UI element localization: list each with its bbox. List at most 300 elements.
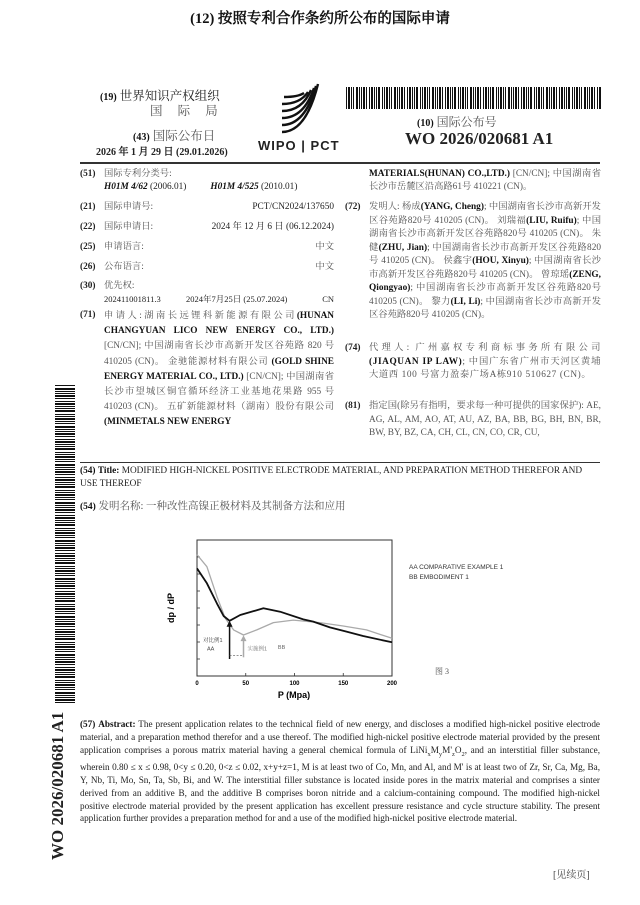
barcode-bar — [55, 474, 75, 475]
barcode-bar — [460, 87, 461, 109]
barcode-bar — [488, 87, 489, 109]
text-segment: [CN/CN]; 中国湖南省长沙市望城区铜官循环经济工业基地花果路 955 号 410203 (CN)。 五矿新能源材料（湖南）股份有限公司 — [104, 371, 334, 413]
barcode-bar — [55, 638, 75, 640]
barcode-bar — [384, 87, 385, 109]
barcode-bar — [55, 550, 75, 551]
doc-type-text: (12) 按照专利合作条约所公布的国际申请 — [190, 11, 450, 27]
filing-date-label: 国际申请日: — [104, 222, 154, 232]
barcode-bar — [572, 87, 573, 109]
barcode-bar — [543, 87, 544, 109]
barcode-bar — [553, 87, 555, 109]
bold-text-segment: (GOLD SHINE ENERGY MATERIAL CO., LTD.) — [104, 356, 334, 382]
field-number: (51) — [80, 169, 96, 179]
barcode-bar — [55, 406, 75, 407]
field-number: (30) — [80, 281, 96, 291]
barcode-bar — [55, 604, 75, 605]
text-segment: 2 — [461, 750, 465, 758]
aa-label: AA — [207, 646, 215, 653]
barcode-bar — [452, 87, 453, 109]
y-axis-label: dp / dP — [166, 593, 176, 623]
barcode-bar — [55, 555, 75, 557]
priority-number: 202411001811.3 — [104, 294, 161, 305]
barcode-bar — [55, 395, 75, 397]
barcode-bar — [55, 520, 75, 521]
barcode-bar — [55, 490, 75, 491]
barcode-bar — [55, 570, 75, 572]
bold-text-segment: (ZENG, Qiongyao) — [369, 269, 601, 293]
barcode-bar — [55, 676, 75, 678]
publication-barcode — [346, 87, 602, 109]
barcode-bar — [55, 464, 75, 466]
title-chinese — [80, 498, 346, 513]
barcode-bar — [442, 87, 443, 109]
title-zh-value: 一种改性高镍正极材料及其制备方法和应用 — [146, 501, 346, 512]
barcode-bar — [55, 669, 75, 671]
barcode-bar — [534, 87, 535, 109]
x-tick-label: 0 — [195, 681, 199, 687]
barcode-bar — [574, 87, 575, 109]
barcode-bar — [55, 654, 75, 656]
barcode-bar — [346, 87, 347, 109]
text-segment: 代理人: 广州嘉权专利商标事务所有限公司 — [369, 343, 601, 353]
barcode-bar — [55, 418, 75, 420]
barcode-bar — [376, 87, 377, 109]
barcode-bar — [55, 448, 75, 450]
barcode-bar — [500, 87, 502, 109]
ipc-field — [80, 168, 334, 195]
barcode-bar — [55, 661, 75, 663]
barcode-bar — [450, 87, 451, 109]
barcode-bar — [55, 530, 75, 531]
x-tick-label: 200 — [386, 681, 398, 687]
barcode-bar — [55, 562, 75, 564]
barcode-bar — [55, 692, 75, 694]
barcode-bar — [55, 672, 75, 673]
barcode-bar — [55, 522, 75, 523]
text-segment: y — [438, 750, 443, 758]
bold-text-segment: (LIU, Ruifu) — [526, 215, 577, 226]
barcode-bar — [55, 575, 75, 576]
barcode-bar — [515, 87, 517, 109]
text-segment: 发明人: 杨成 — [369, 202, 421, 212]
barcode-bar — [526, 87, 527, 109]
barcode-bar — [55, 439, 75, 440]
barcode-bar — [55, 528, 75, 529]
barcode-bar — [55, 543, 75, 544]
biblio-right-column — [345, 168, 601, 458]
pub-lang-label: 公布语言: — [104, 262, 144, 272]
publication-language-field — [80, 261, 334, 274]
text-segment: ; 中国湖南省长沙市高新开发区谷苑路820号 410205 (CN)。 朱健 — [369, 215, 601, 253]
priority-date: 2024年7月25日 (25.07.2024) — [186, 294, 288, 305]
barcode-bar — [55, 486, 75, 488]
barcode-bar — [55, 494, 75, 496]
barcode-bar — [55, 596, 75, 597]
barcode-bar — [541, 87, 542, 109]
barcode-bar — [429, 87, 430, 109]
barcode-bar — [55, 566, 75, 567]
barcode-bar — [412, 87, 413, 109]
barcode-bar — [55, 560, 75, 561]
field-number: (25) — [80, 242, 96, 252]
barcode-bar — [55, 416, 75, 417]
barcode-bar — [55, 393, 75, 394]
x-tick-label: 150 — [338, 681, 349, 687]
barcode-bar — [480, 87, 481, 109]
barcode-bar — [473, 87, 474, 109]
barcode-bar — [55, 659, 75, 660]
barcode-bar — [351, 87, 352, 109]
barcode-bar — [521, 87, 522, 109]
bb-zh-label: 实施例1 — [247, 646, 268, 653]
x-tick-label: 100 — [289, 681, 300, 687]
barcode-bar — [55, 391, 75, 392]
barcode-bar — [55, 479, 75, 481]
barcode-bar — [55, 507, 75, 508]
text-segment: x — [427, 750, 431, 758]
barcode-bar — [594, 87, 595, 109]
wipo-logo-icon — [278, 80, 328, 138]
barcode-bar — [55, 433, 75, 435]
continued-on-next-page: [见续页] — [553, 870, 590, 881]
series-line-aa — [197, 568, 392, 642]
abstract — [80, 718, 600, 825]
barcode-bar — [353, 87, 354, 109]
barcode-bar — [55, 600, 75, 602]
barcode-bar — [55, 401, 75, 402]
title-zh-label: 发明名称: — [98, 501, 144, 512]
barcode-bar — [576, 87, 578, 109]
barcode-bar — [55, 684, 75, 686]
barcode-bar — [409, 87, 411, 109]
barcode-bar — [55, 441, 75, 443]
barcode-bar — [55, 547, 75, 549]
text-segment: ; 中国湖南省长沙市高新开发区谷苑路820号 410205 (CN)。 侯鑫宇 — [369, 242, 601, 266]
barcode-bar — [492, 87, 494, 109]
text-segment: ; 中国湖南省长沙市高新开发区谷苑路820号 410205 (CN)。 — [369, 296, 601, 320]
barcode-bar — [55, 687, 75, 688]
barcode-bar — [55, 454, 75, 455]
ipc-class-1: H01M 4/62 — [104, 182, 148, 193]
biblio-left-column — [80, 168, 334, 458]
barcode-bar — [55, 699, 75, 701]
barcode-bar — [538, 87, 540, 109]
bb-arrowhead-icon — [241, 635, 247, 641]
wipo-pct-logo-text: WIPO | PCT — [258, 138, 340, 153]
barcode-bar — [401, 87, 403, 109]
figure-3-chart — [160, 530, 410, 710]
barcode-bar — [437, 87, 438, 109]
field-number: (54) — [80, 466, 96, 476]
barcode-bar — [591, 87, 593, 109]
bold-text-segment: (HUNAN CHANGYUAN LICO NEW ENERGY CO., LTD.) — [104, 311, 334, 337]
chart-legend — [409, 563, 503, 583]
field-number: (10) — [417, 118, 434, 129]
barcode-bar — [587, 87, 588, 109]
bold-text-segment: (ZHU, Jian) — [378, 242, 428, 253]
pub-date-label — [133, 126, 215, 144]
barcode-bar — [55, 467, 75, 468]
barcode-bar — [55, 581, 75, 582]
barcode-bar — [454, 87, 456, 109]
barcode-bar — [508, 87, 510, 109]
text-segment: ; 中国湖南省长沙市高新开发区谷苑路820号 410205 (CN)。 黎力 — [369, 283, 601, 307]
ipc-label: 国际专利分类号: — [104, 169, 172, 179]
bold-text-segment: (MINMETALS NEW ENERGY — [104, 417, 232, 428]
title-value: MODIFIED HIGH-NICKEL POSITIVE ELECTRODE MATERIAL, AND PREPARATION METHOD THEREFOR AND USE THEREOF — [80, 466, 583, 489]
barcode-bar — [55, 651, 75, 652]
field-number: (21) — [80, 202, 96, 212]
abstract-text — [80, 719, 600, 823]
priority-field — [80, 280, 334, 307]
chart-svg — [160, 530, 410, 705]
series-line-bb — [197, 555, 392, 639]
barcode-bar — [568, 87, 570, 109]
barcode-bar — [55, 573, 75, 574]
barcode-bar — [55, 477, 75, 478]
aa-zh-label: 对比例1 — [203, 638, 223, 644]
barcode-bar — [55, 471, 75, 473]
barcode-bar — [55, 517, 75, 519]
filing-lang-value: 中文 — [315, 242, 334, 252]
title-label: Title: — [97, 466, 120, 476]
barcode-bar — [55, 553, 75, 554]
barcode-bar — [530, 87, 532, 109]
field-number: (43) — [133, 132, 150, 143]
barcode-bar — [475, 87, 476, 109]
title-english — [80, 465, 600, 491]
text-segment: ; 中国广东省广州市天河区黄埔大道西 100 号富力盈泰广场A栋910 510627 (CN)。 — [369, 356, 601, 380]
applicants-continued — [369, 168, 601, 195]
field-number: (71) — [80, 310, 96, 320]
field-number: (72) — [345, 202, 361, 212]
barcode-bar — [55, 535, 75, 536]
barcode-bar — [55, 499, 75, 500]
inventors-text — [369, 201, 601, 323]
barcode-bar — [382, 87, 383, 109]
barcode-bar — [523, 87, 525, 109]
barcode-bar — [427, 87, 428, 109]
app-no-label: 国际申请号: — [104, 202, 154, 212]
barcode-bar — [55, 619, 75, 620]
barcode-bar — [55, 644, 75, 645]
barcode-bar — [55, 537, 75, 538]
filing-lang-label: 申请语言: — [104, 242, 144, 252]
ipc-date-2: (2010.01) — [258, 182, 298, 193]
barcode-bar — [55, 613, 75, 614]
barcode-bar — [359, 87, 360, 109]
barcode-bar — [55, 606, 75, 607]
barcode-bar — [404, 87, 405, 109]
pub-number-label-text: 国际公布号 — [436, 115, 497, 129]
barcode-bar — [55, 593, 75, 595]
barcode-bar — [55, 674, 75, 675]
barcode-bar — [55, 509, 75, 511]
barcode-bar — [55, 598, 75, 599]
publication-number: WO 2026/020681 A1 — [405, 129, 554, 148]
x-axis-label: P (Mpa) — [277, 690, 311, 700]
barcode-bar — [566, 87, 567, 109]
barcode-bar — [55, 421, 75, 422]
bold-text-segment: Abstract: — [98, 719, 136, 729]
barcode-bar — [55, 558, 75, 559]
barcode-bar — [581, 87, 582, 109]
agent-text — [369, 342, 601, 383]
agent-field — [345, 342, 601, 383]
barcode-bar — [55, 408, 75, 409]
barcode-bar — [55, 702, 75, 703]
barcode-bar — [420, 87, 421, 109]
barcode-bar — [55, 446, 75, 447]
barcode-bar — [55, 591, 75, 592]
barcode-bar — [511, 87, 512, 109]
barcode-bar — [55, 398, 75, 399]
filing-date-value: 2024 年 12 月 6 日 (06.12.2024) — [211, 222, 334, 232]
field-number: (19) — [100, 92, 117, 103]
barcode-bar — [55, 697, 75, 698]
barcode-bar — [389, 87, 390, 109]
text-segment: ; 中国湖南省长沙市高新开发区谷苑路820号 410205 (CN)。 曾琼瑶 — [369, 256, 601, 280]
barcode-bar — [55, 426, 75, 428]
international-bureau: 国 际 局 — [150, 104, 224, 118]
barcode-bar — [490, 87, 491, 109]
barcode-bar — [363, 87, 365, 109]
ipc-date-1: (2006.01) — [147, 182, 187, 193]
barcode-bar — [55, 497, 75, 498]
priority-country: CN — [322, 294, 334, 305]
application-number-field — [80, 201, 334, 214]
text-segment: M — [430, 744, 439, 755]
barcode-bar — [55, 414, 75, 415]
applicants-field — [80, 309, 334, 431]
barcode-bar — [55, 680, 75, 681]
barcode-bar — [55, 649, 75, 650]
barcode-bar — [55, 403, 75, 405]
pub-date-label-text: 国际公布日 — [152, 129, 216, 143]
field-number: (74) — [345, 343, 361, 353]
barcode-bar — [589, 87, 590, 109]
designated-states-text — [369, 400, 601, 441]
barcode-bar — [55, 636, 75, 637]
text-segment: , and an interstitial filler substance, wherein 0.80 ≤ x ≤ 0.98, 0<y ≤ 0.20, 0<z ≤ 0.02, x+y+z=1, M is at least two of Co, Mn, and Al, and M' is at least two of Zr, Sr, Ca, Mg, Ba, Y, Nb, Ti, Mo, Sn, Ta, Sb, Bi, and W. The interstitial filler substance is located inside pores in the matrix material and comprises a sinter derived from an additive B, and the additive B comprises boron nitride and a calcium-containing compound. The modified high-nickel positive electrode material provided by the present application has excellent pressure resistance and cycle structure stability. The present application further provides a preparation method for and a use of the modified high-nickel positive electrode material. — [80, 744, 600, 824]
field-number: (26) — [80, 262, 96, 272]
barcode-bar — [55, 482, 75, 483]
org-name-text: 世界知识产权组织 — [119, 89, 220, 103]
text-segment: ; 中国湖南省长沙市高新开发区谷苑路820号 410205 (CN)。 刘瑞福 — [369, 202, 601, 226]
barcode-bar — [55, 436, 75, 437]
barcode-bar — [356, 87, 358, 109]
plot-frame — [197, 540, 392, 676]
text-segment: The present application relates to the technical field of new energy, and discloses a modified high-nickel positive electrode material, and a preparation method therefor and a use thereof. The modified high-nickel positive electrode material provided by the present application comprises a porous matrix material having a general chemical formula of LiNi — [80, 719, 600, 755]
barcode-bar — [477, 87, 479, 109]
barcode-bar — [55, 646, 75, 648]
text-segment: 申请人:湖南长远锂科新能源有限公司 — [104, 311, 297, 321]
barcode-bar — [483, 87, 484, 109]
barcode-bar — [561, 87, 563, 109]
barcode-bar — [447, 87, 449, 109]
barcode-bar — [55, 444, 75, 445]
barcode-bar — [55, 629, 75, 630]
barcode-bar — [55, 502, 75, 504]
barcode-bar — [55, 431, 75, 432]
priority-label: 优先权: — [104, 281, 135, 291]
barcode-bar — [55, 585, 75, 587]
designated-states-field — [345, 400, 601, 441]
document-type-heading — [0, 7, 640, 28]
bb-label: BB — [277, 644, 286, 651]
figure-label: 图 3 — [435, 667, 449, 676]
inventors-field — [345, 201, 601, 323]
field-number: (54) — [80, 502, 96, 512]
barcode-bar — [55, 682, 75, 683]
barcode-bar — [391, 87, 392, 109]
barcode-bar — [559, 87, 560, 109]
barcode-bar — [348, 87, 350, 109]
barcode-bar — [465, 87, 466, 109]
barcode-bar — [424, 87, 426, 109]
bold-text-segment: (YANG, Cheng) — [420, 202, 484, 212]
barcode-bar — [439, 87, 441, 109]
barcode-bar — [416, 87, 418, 109]
barcode-bar — [467, 87, 468, 109]
barcode-bar — [55, 664, 75, 665]
barcode-bar — [407, 87, 408, 109]
text-segment: [CN/CN]; 中国湖南省长沙市岳麓区沿高路61号 410221 (CN)。 — [369, 169, 601, 193]
barcode-bar — [55, 588, 75, 589]
barcode-bar — [55, 388, 75, 390]
barcode-bar — [55, 657, 75, 658]
ipc-class-2: H01M 4/525 — [210, 182, 259, 193]
text-segment: M' — [442, 744, 452, 755]
barcode-bar — [536, 87, 537, 109]
barcode-bar — [55, 608, 75, 610]
barcode-bar — [55, 611, 75, 612]
barcode-bar — [579, 87, 580, 109]
barcode-bar — [551, 87, 552, 109]
barcode-bar — [55, 667, 75, 668]
barcode-bar — [546, 87, 548, 109]
barcode-bar — [55, 512, 75, 513]
x-tick-label: 50 — [242, 681, 250, 687]
barcode-bar — [564, 87, 565, 109]
barcode-bar — [470, 87, 472, 109]
barcode-bar — [485, 87, 487, 109]
barcode-bar — [55, 524, 75, 526]
barcode-bar — [386, 87, 388, 109]
text-segment: z — [451, 750, 455, 758]
filing-language-field — [80, 241, 334, 254]
barcode-bar — [55, 583, 75, 584]
barcode-bar — [374, 87, 375, 109]
barcode-bar — [597, 87, 598, 109]
barcode-bar — [55, 385, 75, 386]
barcode-bar — [432, 87, 434, 109]
applicants-text — [104, 309, 334, 431]
barcode-bar — [503, 87, 504, 109]
barcode-bar — [55, 484, 75, 485]
barcode-bar — [462, 87, 464, 109]
filing-date-field — [80, 221, 334, 234]
barcode-bar — [435, 87, 436, 109]
barcode-bar — [55, 461, 75, 462]
barcode-bar — [55, 626, 75, 627]
barcode-bar — [55, 689, 75, 690]
header-divider — [80, 162, 600, 164]
pub-number-label — [417, 113, 497, 130]
app-no-value: PCT/CN2024/137650 — [252, 202, 334, 212]
bold-text-segment: MATERIALS(HUNAN) CO.,LTD.) — [369, 169, 510, 179]
barcode-bar — [55, 469, 75, 470]
